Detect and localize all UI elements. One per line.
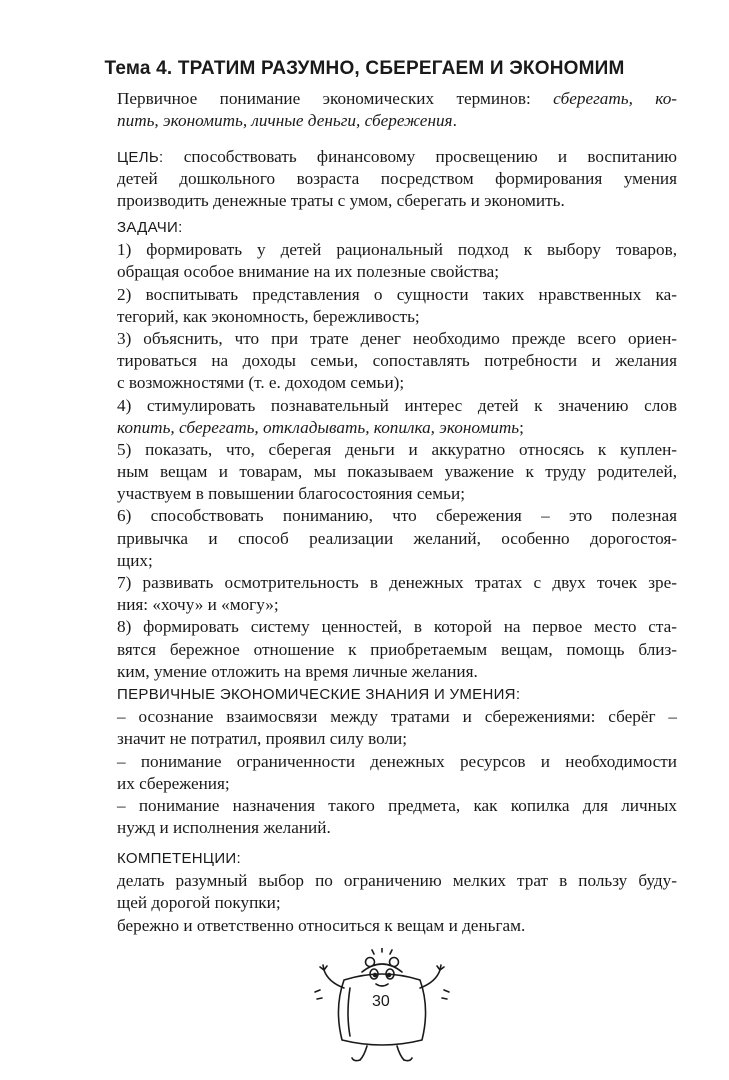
list-item: – понимание назначения такого предмета, как копилка для личных <box>117 795 677 815</box>
list-item: 7) развивать осмотрительность в денежных тратах с двух точек зре- <box>117 573 677 592</box>
competencies-section <box>117 848 677 937</box>
tasks-section <box>117 217 677 683</box>
list-item: тегорий, как экономность, бережливость; <box>117 306 420 326</box>
page-title: Тема 4. ТРАТИМ РАЗУМНО, СБЕРЕГАЕМ И ЭКОНОМИМ <box>104 58 625 79</box>
list-item: привычка и способ реализации желаний, особенно дорогостоя- <box>117 528 677 548</box>
list-item: тироваться на доходы семьи, сопоставлять потребности и желания <box>117 351 677 371</box>
list-item: вятся бережное отношение к приобретаемым вещам, помощь близ- <box>117 639 677 659</box>
goal-label: ЦЕЛЬ: <box>117 149 164 166</box>
list-item: значит не потратил, проявил силу воли; <box>117 729 408 749</box>
list-item: 6) способствовать пониманию, что сбережения – это полезная <box>117 506 677 526</box>
list-item: ким, умение отложить на время личные желания. <box>117 661 478 681</box>
tasks-heading: ЗАДАЧИ: <box>117 219 183 236</box>
list-item: щей дорогой покупки; <box>117 893 281 913</box>
knowledge-heading: ПЕРВИЧНЫЕ ЭКОНОМИЧЕСКИЕ ЗНАНИЯ И УМЕНИЯ: <box>117 686 521 703</box>
list-item: 5) показать, что, сберегая деньги и аккуратно относясь к куплен- <box>117 439 677 459</box>
list-item: ным вещам и товарам, мы показываем уважение к труду родителей, <box>117 462 677 482</box>
list-item: – осознание взаимосвязи между тратами и сбережениями: сберёг – <box>117 707 677 727</box>
list-item: копить, сберегать, откладывать, копилка, экономить; <box>117 417 524 437</box>
list-item: щих; <box>117 550 153 570</box>
list-item: 8) формировать систему ценностей, в которой на первое место ста- <box>117 617 677 637</box>
list-item: 4) стимулировать познавательный интерес детей к значению слов <box>117 395 677 415</box>
list-item: – понимание ограниченности денежных ресурсов и необходимости <box>117 751 677 771</box>
list-item: 2) воспитывать представления о сущности таких нравственных ка- <box>117 284 677 304</box>
intro-paragraph: Первичное понимание экономических терминов: сберегать, ко- пить, экономить, личные деньги, сбережения. <box>117 89 678 131</box>
list-item: с возможностями (т. е. доходом семьи); <box>117 373 405 393</box>
list-item: их сбережения; <box>117 773 230 793</box>
list-item: участвуем в повышении благосостояния семьи; <box>117 484 465 504</box>
list-item: ния: «хочу» и «могу»; <box>117 595 279 615</box>
page-number: 30 <box>372 993 390 1010</box>
competencies-heading: КОМПЕТЕНЦИИ: <box>117 850 241 867</box>
knowledge-section <box>117 684 677 839</box>
list-item: 1) формировать у детей рациональный подход к выбору товаров, <box>117 240 677 260</box>
list-item: делать разумный выбор по ограничению мелких трат в пользу буду- <box>117 871 677 891</box>
list-item: обращая особое внимание на их полезные свойства; <box>117 262 500 282</box>
goal-paragraph: ЦЕЛЬ: способствовать финансовому просвещению и воспитанию детей дошкольного возраста посредством формирования умения производить денежные траты с умом, сберегать и экономить. <box>117 147 677 211</box>
list-item: 3) объяснить, что при трате денег необходимо прежде всего ориен- <box>117 328 677 348</box>
list-item: бережно и ответственно относиться к вещам и деньгам. <box>117 915 526 935</box>
list-item: нужд и исполнения желаний. <box>117 818 331 838</box>
